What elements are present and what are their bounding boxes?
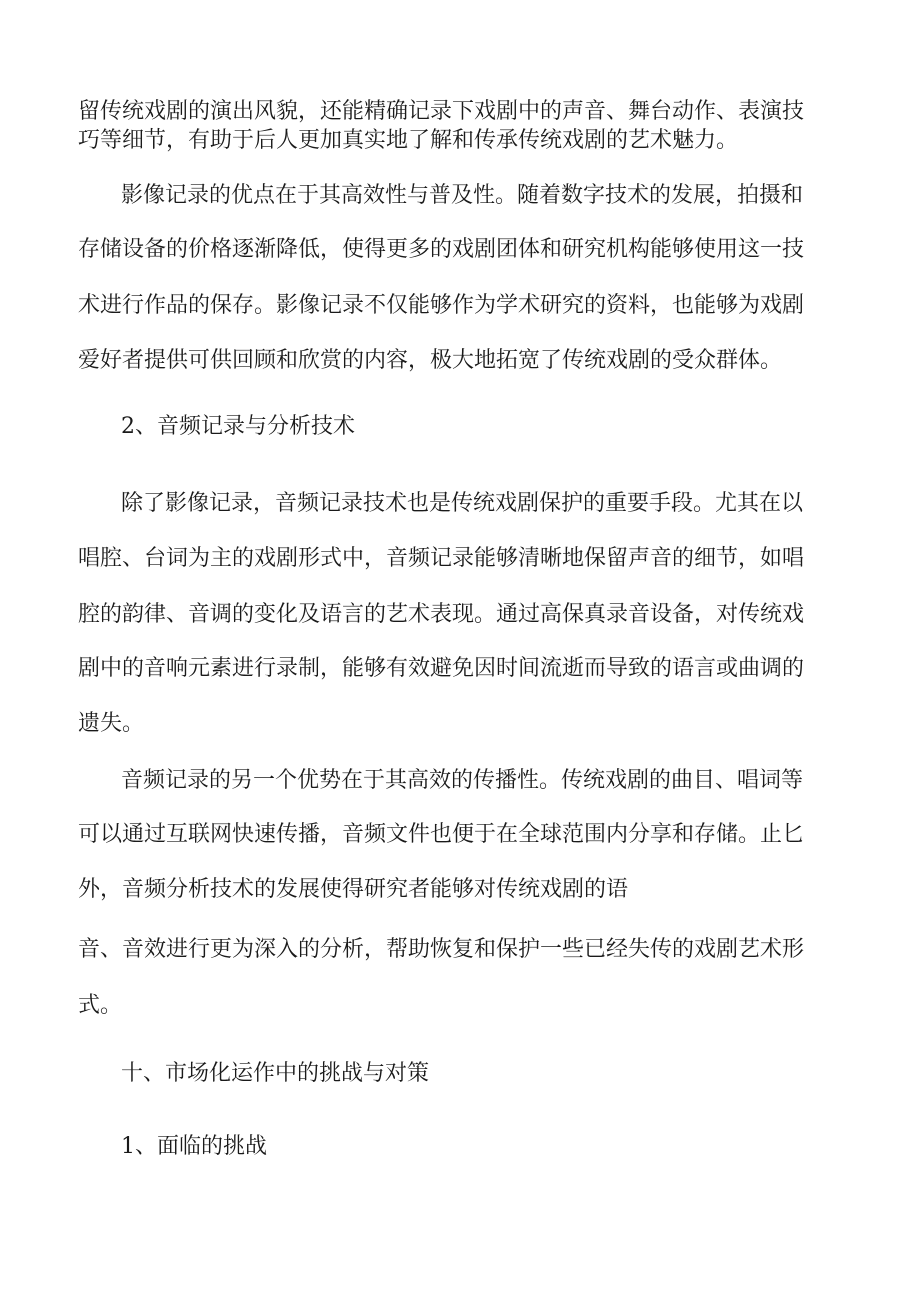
text-line: 留传统戏剧的演出风貌，还能精确记录下戏剧中的声音、舞台动作、表演技 <box>78 99 805 124</box>
text-line: 巧等细节，有助于后人更加真实地了解和传承传统戏剧的艺术魅力。 <box>78 128 739 153</box>
text-line: 爱好者提供可供回顾和欣赏的内容，极大地拓宽了传统戏剧的受众群体。 <box>78 348 783 373</box>
text-line: 存储设备的价格逐渐降低，使得更多的戏剧团体和研究机构能够使用这一技 <box>78 237 805 262</box>
text-line: 影像记录的优点在于其高效性与普及性。随着数字技术的发展，拍摄和 <box>121 183 804 208</box>
text-line: 音、音效进行更为深入的分析，帮助恢复和保护一些已经失传的戏剧艺术形 <box>78 937 805 962</box>
text-line: 除了影像记录，音频记录技术也是传统戏剧保护的重要手段。尤其在以 <box>121 491 804 516</box>
text-line: 音频记录的另一个优势在于其高效的传播性。传统戏剧的曲目、唱词等 <box>121 768 804 793</box>
text-line: 可以通过互联网快速传播，音频文件也便于在全球范围内分享和存储。止匕 <box>78 822 805 847</box>
chapter-heading: 十、市场化运作中的挑战与对策 <box>121 1061 430 1086</box>
text-line: 遗失。 <box>78 711 145 736</box>
text-line: 剧中的音响元素进行录制，能够有效避免因时间流逝而导致的语言或曲调的 <box>78 656 805 681</box>
text-line: 式。 <box>78 993 123 1018</box>
text-line: 术进行作品的保存。影像记录不仅能够作为学术研究的资料，也能够为戏剧 <box>78 293 805 318</box>
section-heading: 1、面临的挑战 <box>121 1134 267 1159</box>
text-line: 腔的韵律、音调的变化及语言的艺术表现。通过高保真录音设备，对传统戏 <box>78 602 805 627</box>
text-line: 唱腔、台词为主的戏剧形式中，音频记录能够清晰地保留声音的细节，如唱 <box>78 546 805 571</box>
section-heading: 2、音频记录与分析技术 <box>121 414 355 439</box>
text-line: 外，音频分析技术的发展使得研究者能够对传统戏剧的语 <box>78 877 629 902</box>
